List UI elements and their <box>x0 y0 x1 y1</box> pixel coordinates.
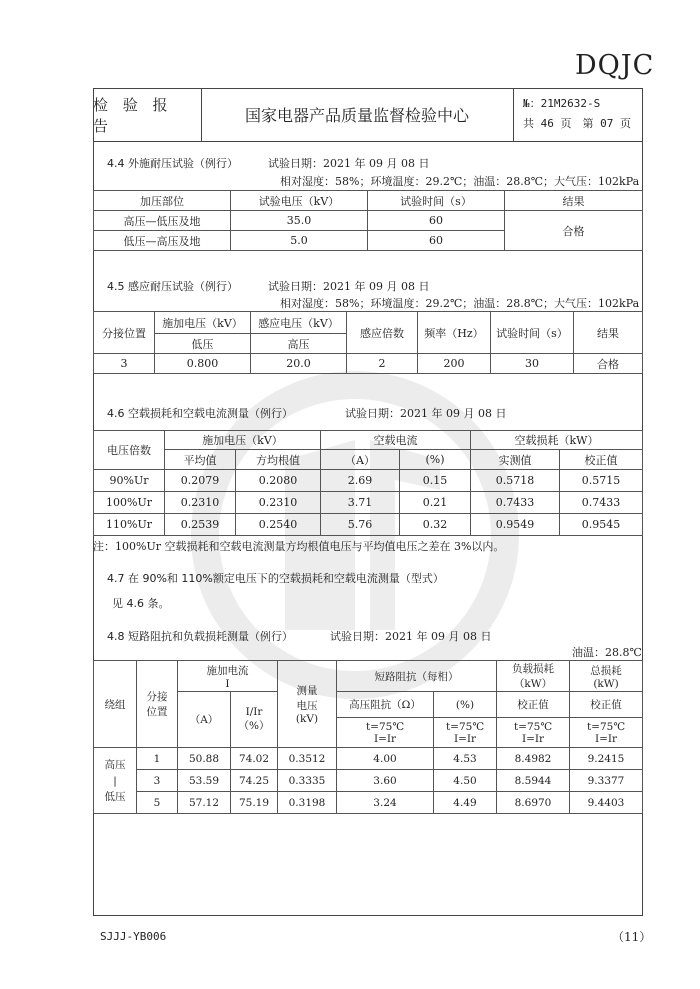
header-label: 检 验 报 告 <box>93 88 202 141</box>
cell: 9.4403 <box>570 792 643 814</box>
th: (%) <box>434 692 497 718</box>
th: 加压部位 <box>94 191 231 211</box>
th: 试验时间（s） <box>368 191 505 211</box>
form-code: SJJJ-YB006 <box>100 930 167 943</box>
th: t=75℃ <box>365 720 405 733</box>
th: I/Ir <box>245 706 263 718</box>
s44-conditions: 相对湿度：58%；环境温度：29.2℃；油温：28.8℃；大气压：102kPa <box>280 175 640 188</box>
th: (%) <box>400 450 471 470</box>
s47-ref: 见 4.6 条。 <box>112 597 170 610</box>
s45-date: 试验日期：2021 年 09 月 08 日 <box>268 280 430 293</box>
cell: 53.59 <box>178 770 231 792</box>
cell: 合格 <box>574 354 643 374</box>
cell: 9.3377 <box>570 770 643 792</box>
cell: 0.9549 <box>471 514 560 536</box>
cell: 5 <box>137 792 178 814</box>
th: 分接 <box>146 691 168 703</box>
th: 感应倍数 <box>347 312 418 354</box>
th: 高压阻抗（Ω） <box>337 692 434 718</box>
th: 电压倍数 <box>94 431 165 470</box>
result-cell: 合格 <box>505 211 643 251</box>
th: 校正值 <box>497 692 570 718</box>
cell: 1 <box>137 748 178 770</box>
cell: 8.4982 <box>497 748 570 770</box>
th: 结果 <box>574 312 643 354</box>
th: 方均根值 <box>236 450 321 470</box>
cell: 9.2415 <box>570 748 643 770</box>
cell: 74.02 <box>231 748 278 770</box>
cell: 50.88 <box>178 748 231 770</box>
cell: 3.71 <box>321 492 400 514</box>
th: (kW) <box>593 677 619 690</box>
cell: 4.49 <box>434 792 497 814</box>
cell: 0.3512 <box>278 748 337 770</box>
s45-title: 4.5 感应耐压试验（例行） <box>107 280 238 293</box>
winding-label: | <box>113 774 117 787</box>
th: 施加电压（kV） <box>155 312 251 334</box>
th: I=Ir <box>373 732 397 745</box>
th: 试验电压（kV） <box>231 191 368 211</box>
table-4-5 <box>93 311 643 374</box>
cell: 0.3198 <box>278 792 337 814</box>
cell: 2.69 <box>321 470 400 492</box>
th: 校正值 <box>560 450 643 470</box>
th: （kW） <box>513 678 553 690</box>
th: 总损耗 <box>590 664 622 677</box>
th: 高压 <box>251 334 347 354</box>
cell: 3.24 <box>337 792 434 814</box>
cell: 0.7433 <box>560 492 643 514</box>
org-name: 国家电器产品质量监督检验中心 <box>201 88 514 141</box>
s44-date: 试验日期：2021 年 09 月 08 日 <box>268 157 430 170</box>
th: t=75℃ <box>513 720 553 733</box>
table-4-8 <box>93 660 643 814</box>
th: 短路阻抗（每相） <box>337 661 497 692</box>
th: 空载电流 <box>321 431 471 450</box>
cell: 200 <box>418 354 491 374</box>
winding-label: 低压 <box>104 790 126 803</box>
cell: 35.0 <box>231 211 368 231</box>
report-header <box>93 88 643 142</box>
th: t=75℃ <box>445 720 485 733</box>
th: 感应电压（kV） <box>251 312 347 334</box>
th: 低压 <box>155 334 251 354</box>
s47-title: 4.7 在 90%和 110%额定电压下的空载损耗和空载电流测量（型式） <box>107 572 444 585</box>
s48-oil-temp: 油温：28.8℃ <box>572 646 642 659</box>
th: 频率（Hz） <box>418 312 491 354</box>
table-4-6 <box>93 430 643 536</box>
th: 试验时间（s） <box>491 312 574 354</box>
cell: 110%Ur <box>94 514 165 536</box>
th: 位置 <box>146 706 168 718</box>
th: （%） <box>238 720 270 732</box>
cell: 0.800 <box>155 354 251 374</box>
th: 分接位置 <box>94 312 155 354</box>
s46-title: 4.6 空载损耗和空载电流测量（例行） <box>107 407 293 420</box>
page-count: 共 46 页 第 07 页 <box>523 117 631 130</box>
s48-date: 试验日期：2021 年 09 月 08 日 <box>330 630 492 643</box>
th: I=Ir <box>594 732 618 745</box>
th: I=Ir <box>521 732 545 745</box>
cell: 74.25 <box>231 770 278 792</box>
cell: 0.9545 <box>560 514 643 536</box>
cell: 低压—高压及地 <box>94 231 231 251</box>
cell: 3 <box>94 354 155 374</box>
th: 结果 <box>505 191 643 211</box>
cell: 0.2540 <box>236 514 321 536</box>
th: I <box>225 677 230 690</box>
th: I=Ir <box>453 732 477 745</box>
cell: 0.2079 <box>165 470 236 492</box>
cell: 60 <box>368 211 505 231</box>
cell: 4.00 <box>337 748 434 770</box>
th: 绕组 <box>94 661 137 748</box>
cell: 0.15 <box>400 470 471 492</box>
th: t=75℃ <box>586 720 626 733</box>
brand-mark: DQJC <box>575 50 655 81</box>
cell: 3.60 <box>337 770 434 792</box>
cell: 0.2080 <box>236 470 321 492</box>
cell: 20.0 <box>251 354 347 374</box>
cell: 2 <box>347 354 418 374</box>
cell: 0.32 <box>400 514 471 536</box>
table-4-4 <box>93 190 643 251</box>
cell: 0.3335 <box>278 770 337 792</box>
cell: 30 <box>491 354 574 374</box>
cell: 90%Ur <box>94 470 165 492</box>
report-number: №：21M2632-S <box>523 97 601 110</box>
th: 施加电流 <box>206 664 249 677</box>
cell: 8.6970 <box>497 792 570 814</box>
th: （A） <box>178 692 231 748</box>
th: 空载损耗（kW） <box>471 431 643 450</box>
cell: 75.19 <box>231 792 278 814</box>
cell: 0.2310 <box>165 492 236 514</box>
th: 校正值 <box>570 692 643 718</box>
cell: 5.76 <box>321 514 400 536</box>
cell: 0.2539 <box>165 514 236 536</box>
cell: 3 <box>137 770 178 792</box>
cell: 0.21 <box>400 492 471 514</box>
cell: 0.5715 <box>560 470 643 492</box>
s46-note: 注：100%Ur 空载损耗和空载电流测量方均根值电压与平均值电压之差在 3%以内。 <box>93 540 505 553</box>
cell: 60 <box>368 231 505 251</box>
winding-label: 高压 <box>104 758 126 771</box>
th: 平均值 <box>165 450 236 470</box>
s46-date: 试验日期：2021 年 09 月 08 日 <box>345 407 507 420</box>
th: 实测值 <box>471 450 560 470</box>
s44-title: 4.4 外施耐压试验（例行） <box>107 157 238 170</box>
cell: 4.50 <box>434 770 497 792</box>
cell: 8.5944 <box>497 770 570 792</box>
th: (kV) <box>295 713 319 725</box>
cell: 高压—低压及地 <box>94 211 231 231</box>
th: 测量 <box>296 685 318 697</box>
cell: 4.53 <box>434 748 497 770</box>
cell: 5.0 <box>231 231 368 251</box>
cell: 100%Ur <box>94 492 165 514</box>
s45-conditions: 相对湿度：58%；环境温度：29.2℃；油温：28.8℃；大气压：102kPa <box>280 297 640 310</box>
th: 施加电压（kV） <box>165 431 321 450</box>
page-number: （11） <box>612 930 652 944</box>
th: （A） <box>321 450 400 470</box>
cell: 57.12 <box>178 792 231 814</box>
cell: 0.7433 <box>471 492 560 514</box>
s48-title: 4.8 短路阻抗和负载损耗测量（例行） <box>107 630 293 643</box>
cell: 0.2310 <box>236 492 321 514</box>
cell: 0.5718 <box>471 470 560 492</box>
th: 负载损耗 <box>512 663 554 675</box>
th: 电压 <box>296 700 318 712</box>
